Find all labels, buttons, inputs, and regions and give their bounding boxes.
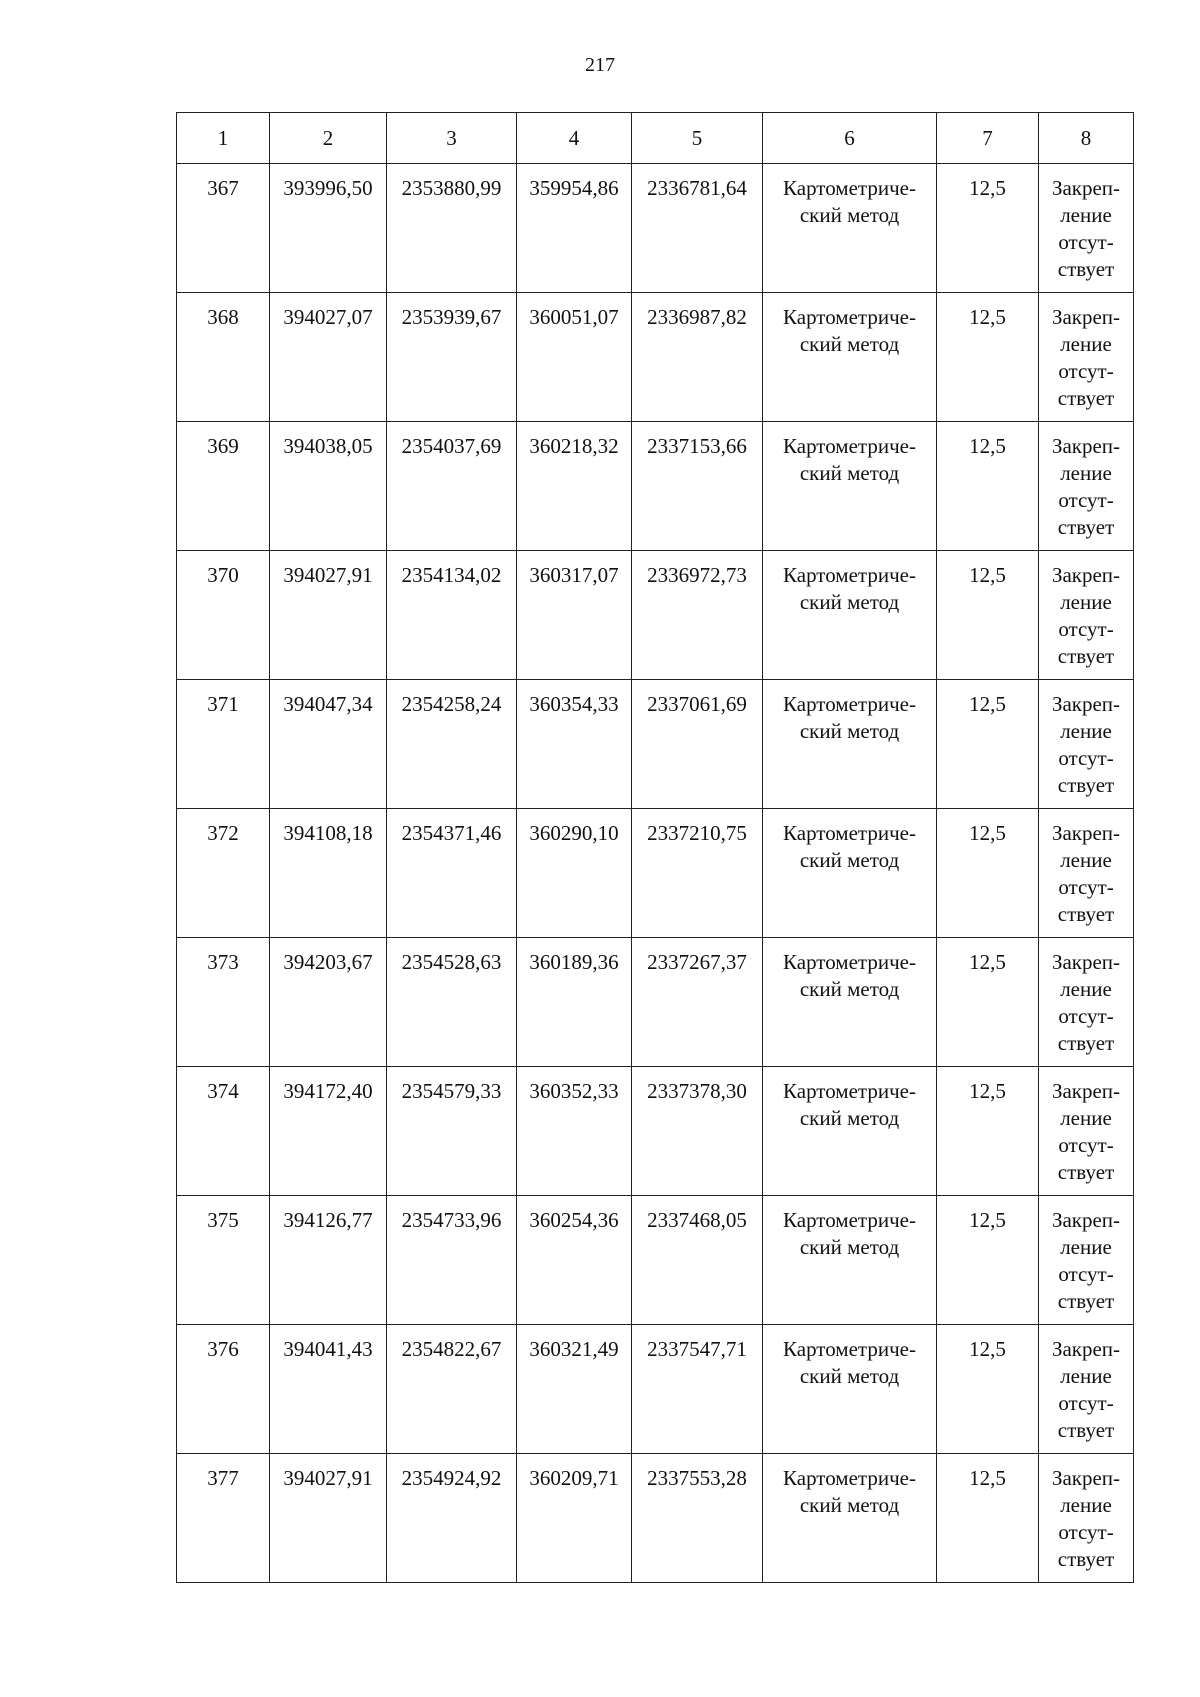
method-text-line: Картометриче- bbox=[783, 692, 916, 716]
coordinate-cell: 2354037,69 bbox=[387, 422, 517, 551]
method-text-line: Картометриче- bbox=[783, 1466, 916, 1490]
table-header-row bbox=[177, 113, 1134, 164]
note-text-line: ствует bbox=[1057, 644, 1115, 668]
coordinate-cell: 2354579,33 bbox=[387, 1067, 517, 1196]
accuracy-cell: 12,5 bbox=[937, 293, 1039, 422]
fixation-note-cell bbox=[1039, 1454, 1134, 1583]
method-cell bbox=[763, 809, 937, 938]
note-text-line: ствует bbox=[1057, 1160, 1115, 1184]
coordinate-cell: 394038,05 bbox=[270, 422, 387, 551]
column-header: 2 bbox=[270, 113, 387, 164]
point-number-cell: 367 bbox=[177, 164, 270, 293]
column-header: 1 bbox=[177, 113, 270, 164]
coordinate-cell: 2354371,46 bbox=[387, 809, 517, 938]
accuracy-cell: 12,5 bbox=[937, 551, 1039, 680]
note-text-line: отсут- bbox=[1058, 875, 1114, 899]
note-text-line: ление bbox=[1060, 1493, 1112, 1517]
fixation-note-cell bbox=[1039, 422, 1134, 551]
accuracy-cell: 12,5 bbox=[937, 938, 1039, 1067]
coordinate-cell: 2337267,37 bbox=[632, 938, 763, 1067]
note-text-line: Закреп- bbox=[1051, 1208, 1121, 1232]
coordinate-cell: 394108,18 bbox=[270, 809, 387, 938]
note-text-line: ствует bbox=[1057, 386, 1115, 410]
method-text-line: Картометриче- bbox=[783, 305, 916, 329]
coordinate-cell: 394126,77 bbox=[270, 1196, 387, 1325]
method-text-line: ский метод bbox=[799, 461, 900, 485]
table-row bbox=[177, 680, 1134, 809]
method-text-line: ский метод bbox=[799, 719, 900, 743]
method-cell bbox=[763, 1196, 937, 1325]
table-body bbox=[177, 164, 1134, 1583]
coordinate-cell: 394027,07 bbox=[270, 293, 387, 422]
method-text-line: ский метод bbox=[799, 203, 900, 227]
note-text-line: Закреп- bbox=[1051, 305, 1121, 329]
coordinate-cell: 394203,67 bbox=[270, 938, 387, 1067]
method-text-line: ский метод bbox=[799, 1106, 900, 1130]
method-cell bbox=[763, 293, 937, 422]
note-text-line: ствует bbox=[1057, 515, 1115, 539]
note-text-line: ствует bbox=[1057, 1418, 1115, 1442]
coordinate-cell: 394027,91 bbox=[270, 551, 387, 680]
coordinate-cell: 2354924,92 bbox=[387, 1454, 517, 1583]
accuracy-cell: 12,5 bbox=[937, 809, 1039, 938]
point-number-cell: 368 bbox=[177, 293, 270, 422]
accuracy-cell: 12,5 bbox=[937, 422, 1039, 551]
note-text-line: ствует bbox=[1057, 1547, 1115, 1571]
note-text-line: ление bbox=[1060, 461, 1112, 485]
column-header: 4 bbox=[517, 113, 632, 164]
fixation-note-cell bbox=[1039, 293, 1134, 422]
coordinate-cell: 360189,36 bbox=[517, 938, 632, 1067]
coordinate-cell: 360352,33 bbox=[517, 1067, 632, 1196]
method-text-line: Картометриче- bbox=[783, 821, 916, 845]
page-number: 217 bbox=[585, 54, 615, 76]
accuracy-cell: 12,5 bbox=[937, 1325, 1039, 1454]
note-text-line: Закреп- bbox=[1051, 176, 1121, 200]
point-number-cell: 370 bbox=[177, 551, 270, 680]
column-header: 8 bbox=[1039, 113, 1134, 164]
column-header: 7 bbox=[937, 113, 1039, 164]
point-number-cell: 371 bbox=[177, 680, 270, 809]
note-text-line: Закреп- bbox=[1051, 1079, 1121, 1103]
coordinate-cell: 2337553,28 bbox=[632, 1454, 763, 1583]
method-cell bbox=[763, 1454, 937, 1583]
fixation-note-cell bbox=[1039, 680, 1134, 809]
method-cell bbox=[763, 164, 937, 293]
note-text-line: отсут- bbox=[1058, 617, 1114, 641]
point-number-cell: 373 bbox=[177, 938, 270, 1067]
coordinate-cell: 2337547,71 bbox=[632, 1325, 763, 1454]
coordinate-cell: 360254,36 bbox=[517, 1196, 632, 1325]
note-text-line: Закреп- bbox=[1051, 563, 1121, 587]
coordinate-cell: 394047,34 bbox=[270, 680, 387, 809]
point-number-cell: 376 bbox=[177, 1325, 270, 1454]
table-row bbox=[177, 422, 1134, 551]
coordinate-cell: 360218,32 bbox=[517, 422, 632, 551]
table-row bbox=[177, 938, 1134, 1067]
fixation-note-cell bbox=[1039, 809, 1134, 938]
note-text-line: ление bbox=[1060, 1235, 1112, 1259]
method-cell bbox=[763, 551, 937, 680]
coordinate-cell: 394027,91 bbox=[270, 1454, 387, 1583]
method-cell bbox=[763, 1325, 937, 1454]
table-row bbox=[177, 551, 1134, 680]
fixation-note-cell bbox=[1039, 1067, 1134, 1196]
note-text-line: отсут- bbox=[1058, 1520, 1114, 1544]
note-text-line: ление bbox=[1060, 848, 1112, 872]
method-cell bbox=[763, 422, 937, 551]
method-cell bbox=[763, 1067, 937, 1196]
method-text-line: ский метод bbox=[799, 1364, 900, 1388]
point-number-cell: 369 bbox=[177, 422, 270, 551]
coordinate-cell: 2354528,63 bbox=[387, 938, 517, 1067]
column-header: 3 bbox=[387, 113, 517, 164]
coordinate-cell: 2336972,73 bbox=[632, 551, 763, 680]
note-text-line: ствует bbox=[1057, 773, 1115, 797]
note-text-line: отсут- bbox=[1058, 1004, 1114, 1028]
method-text-line: Картометриче- bbox=[783, 176, 916, 200]
coordinate-cell: 2354134,02 bbox=[387, 551, 517, 680]
note-text-line: ствует bbox=[1057, 257, 1115, 281]
coordinates-table bbox=[176, 112, 1134, 1583]
note-text-line: отсут- bbox=[1058, 359, 1114, 383]
coordinate-cell: 360209,71 bbox=[517, 1454, 632, 1583]
coordinate-cell: 2337468,05 bbox=[632, 1196, 763, 1325]
table-row bbox=[177, 1196, 1134, 1325]
table-row bbox=[177, 1067, 1134, 1196]
note-text-line: ствует bbox=[1057, 1289, 1115, 1313]
coordinate-cell: 2337378,30 bbox=[632, 1067, 763, 1196]
method-text-line: Картометриче- bbox=[783, 1337, 916, 1361]
coordinate-cell: 2353939,67 bbox=[387, 293, 517, 422]
note-text-line: Закреп- bbox=[1051, 950, 1121, 974]
coordinate-cell: 2336987,82 bbox=[632, 293, 763, 422]
column-header: 6 bbox=[763, 113, 937, 164]
table-row bbox=[177, 1454, 1134, 1583]
method-text-line: Картометриче- bbox=[783, 950, 916, 974]
coordinate-cell: 2354733,96 bbox=[387, 1196, 517, 1325]
coordinate-cell: 2354258,24 bbox=[387, 680, 517, 809]
coordinate-cell: 393996,50 bbox=[270, 164, 387, 293]
point-number-cell: 375 bbox=[177, 1196, 270, 1325]
accuracy-cell: 12,5 bbox=[937, 1454, 1039, 1583]
method-text-line: Картометриче- bbox=[783, 1208, 916, 1232]
note-text-line: Закреп- bbox=[1051, 1337, 1121, 1361]
coordinate-cell: 360051,07 bbox=[517, 293, 632, 422]
method-text-line: ский метод bbox=[799, 590, 900, 614]
method-text-line: ский метод bbox=[799, 1235, 900, 1259]
method-text-line: Картометриче- bbox=[783, 434, 916, 458]
table-row bbox=[177, 293, 1134, 422]
note-text-line: ление bbox=[1060, 203, 1112, 227]
method-cell bbox=[763, 680, 937, 809]
table-row bbox=[177, 1325, 1134, 1454]
fixation-note-cell bbox=[1039, 1325, 1134, 1454]
note-text-line: Закреп- bbox=[1051, 692, 1121, 716]
note-text-line: Закреп- bbox=[1051, 434, 1121, 458]
coordinate-cell: 2337210,75 bbox=[632, 809, 763, 938]
method-text-line: ский метод bbox=[799, 332, 900, 356]
coordinate-cell: 2337153,66 bbox=[632, 422, 763, 551]
note-text-line: ление bbox=[1060, 1106, 1112, 1130]
note-text-line: ление bbox=[1060, 590, 1112, 614]
fixation-note-cell bbox=[1039, 1196, 1134, 1325]
coordinate-cell: 394041,43 bbox=[270, 1325, 387, 1454]
coordinate-cell: 360321,49 bbox=[517, 1325, 632, 1454]
note-text-line: ление bbox=[1060, 1364, 1112, 1388]
note-text-line: Закреп- bbox=[1051, 821, 1121, 845]
coordinate-cell: 360354,33 bbox=[517, 680, 632, 809]
note-text-line: ление bbox=[1060, 719, 1112, 743]
coordinate-cell: 2337061,69 bbox=[632, 680, 763, 809]
method-text-line: Картометриче- bbox=[783, 1079, 916, 1103]
note-text-line: отсут- bbox=[1058, 1262, 1114, 1286]
accuracy-cell: 12,5 bbox=[937, 680, 1039, 809]
fixation-note-cell bbox=[1039, 938, 1134, 1067]
accuracy-cell: 12,5 bbox=[937, 164, 1039, 293]
point-number-cell: 372 bbox=[177, 809, 270, 938]
note-text-line: отсут- bbox=[1058, 746, 1114, 770]
method-text-line: Картометриче- bbox=[783, 563, 916, 587]
coordinate-cell: 2354822,67 bbox=[387, 1325, 517, 1454]
table-row bbox=[177, 164, 1134, 293]
note-text-line: ствует bbox=[1057, 902, 1115, 926]
accuracy-cell: 12,5 bbox=[937, 1067, 1039, 1196]
note-text-line: ление bbox=[1060, 332, 1112, 356]
coordinate-cell: 360290,10 bbox=[517, 809, 632, 938]
fixation-note-cell bbox=[1039, 164, 1134, 293]
note-text-line: отсут- bbox=[1058, 488, 1114, 512]
coordinate-cell: 394172,40 bbox=[270, 1067, 387, 1196]
coordinate-cell: 2336781,64 bbox=[632, 164, 763, 293]
method-text-line: ский метод bbox=[799, 848, 900, 872]
column-header: 5 bbox=[632, 113, 763, 164]
note-text-line: отсут- bbox=[1058, 1133, 1114, 1157]
note-text-line: отсут- bbox=[1058, 1391, 1114, 1415]
note-text-line: ствует bbox=[1057, 1031, 1115, 1055]
method-text-line: ский метод bbox=[799, 1493, 900, 1517]
note-text-line: отсут- bbox=[1058, 230, 1114, 254]
note-text-line: Закреп- bbox=[1051, 1466, 1121, 1490]
coordinate-cell: 359954,86 bbox=[517, 164, 632, 293]
fixation-note-cell bbox=[1039, 551, 1134, 680]
method-text-line: ский метод bbox=[799, 977, 900, 1001]
point-number-cell: 374 bbox=[177, 1067, 270, 1196]
table-row bbox=[177, 809, 1134, 938]
accuracy-cell: 12,5 bbox=[937, 1196, 1039, 1325]
coordinate-cell: 2353880,99 bbox=[387, 164, 517, 293]
method-cell bbox=[763, 938, 937, 1067]
note-text-line: ление bbox=[1060, 977, 1112, 1001]
coordinate-cell: 360317,07 bbox=[517, 551, 632, 680]
point-number-cell: 377 bbox=[177, 1454, 270, 1583]
